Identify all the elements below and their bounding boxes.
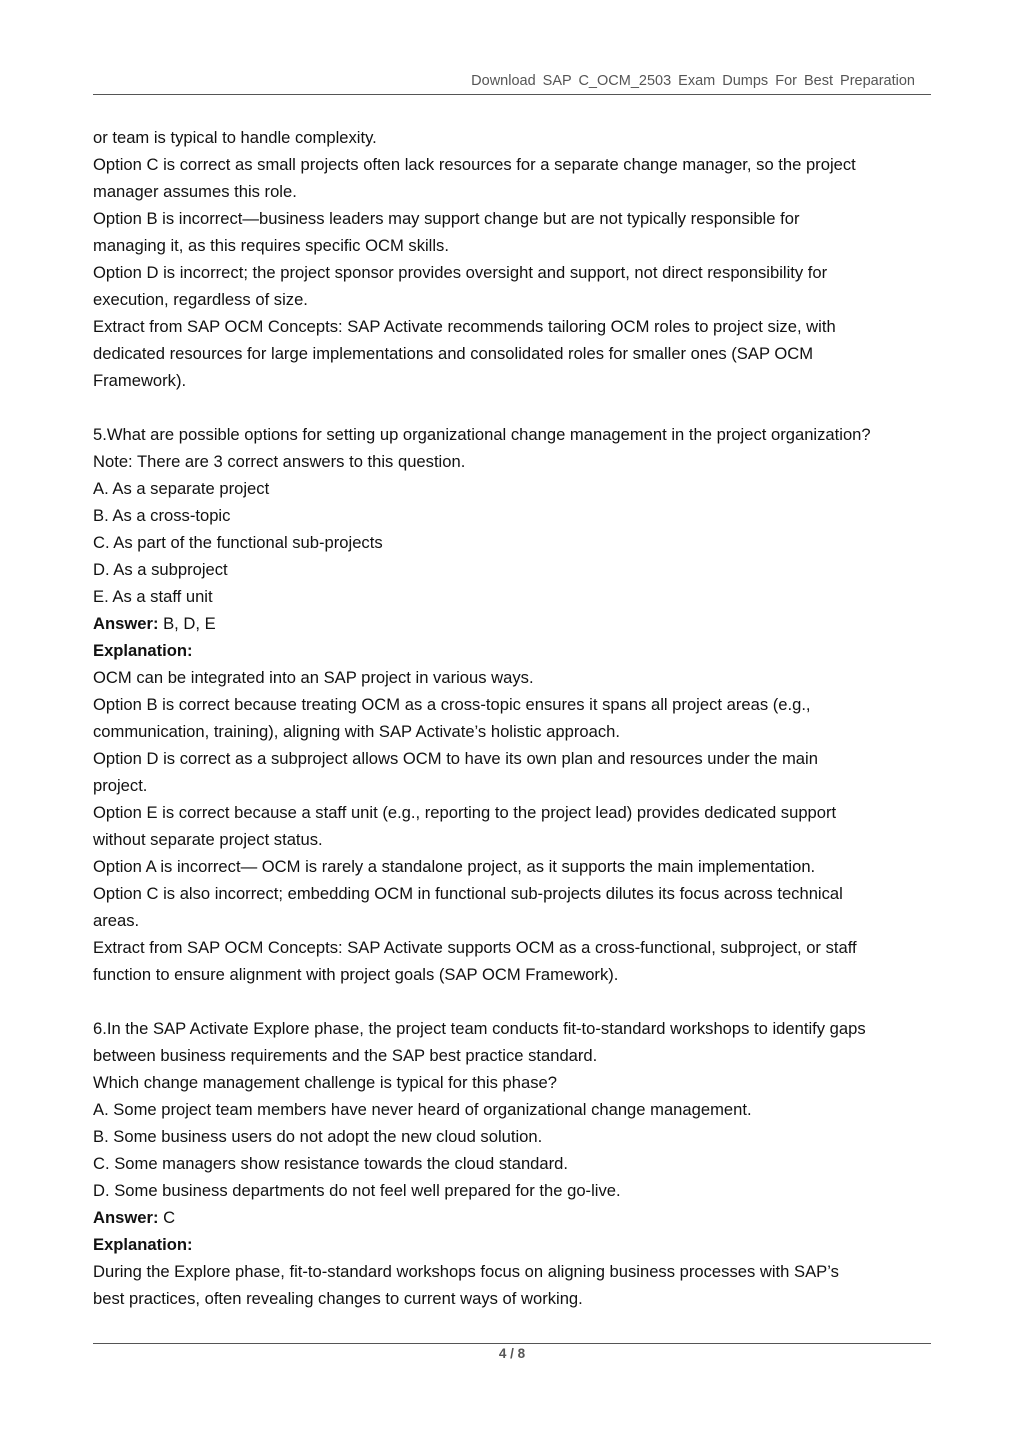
answer-label: Answer: <box>93 1208 159 1227</box>
explanation-line: Option A is incorrect— OCM is rarely a standalone project, as it supports the main implementation. <box>93 857 816 876</box>
body-line: Option B is incorrect—business leaders may support change but are not typically responsible for <box>93 209 800 228</box>
explanation-line: function to ensure alignment with project goals (SAP OCM Framework). <box>93 965 619 984</box>
answer-value: B, D, E <box>158 614 216 633</box>
explanation-line: During the Explore phase, fit-to-standard workshops focus on aligning business processes with SAP’s <box>93 1262 839 1281</box>
answer-label: Answer: <box>93 614 159 633</box>
body-line: execution, regardless of size. <box>93 290 308 309</box>
document-body <box>93 124 953 1312</box>
page-separator: / <box>506 1346 518 1361</box>
explanation-line: communication, training), aligning with SAP Activate’s holistic approach. <box>93 722 620 741</box>
body-line: manager assumes this role. <box>93 182 297 201</box>
explanation-line: Option E is correct because a staff unit (e.g., reporting to the project lead) provides dedicated support <box>93 803 837 822</box>
explanation-line: OCM can be integrated into an SAP project in various ways. <box>93 668 534 687</box>
explanation-line: Extract from SAP OCM Concepts: SAP Activate supports OCM as a cross-functional, subproject, or staff <box>93 938 857 957</box>
body-line: Extract from SAP OCM Concepts: SAP Activate recommends tailoring OCM roles to project size, with <box>93 317 836 336</box>
page-header <box>93 72 931 95</box>
explanation-line: project. <box>93 776 148 795</box>
body-line: or team is typical to handle complexity. <box>93 128 377 147</box>
question-5-explanation-label: Explanation: <box>93 641 193 660</box>
explanation-line: Option B is correct because treating OCM as a cross-topic ensures it spans all project areas (e.g., <box>93 695 811 714</box>
question-6-explanation-label: Explanation: <box>93 1235 193 1254</box>
question-6-answer <box>93 1204 953 1231</box>
page-number <box>0 1346 1024 1361</box>
paragraph-gap <box>93 988 953 1015</box>
page-total: 8 <box>517 1346 526 1361</box>
question-5-option-b: B. As a cross-topic <box>93 506 231 525</box>
question-5-option-e: E. As a staff unit <box>93 587 213 606</box>
header-title: Download SAP C_OCM_2503 Exam Dumps For Best Preparation <box>471 73 915 89</box>
page-current: 4 <box>498 1346 507 1361</box>
question-6-text: between business requirements and the SAP best practice standard. <box>93 1046 598 1065</box>
body-line: Option D is incorrect; the project sponsor provides oversight and support, not direct responsibility for <box>93 263 828 282</box>
question-5-option-c: C. As part of the functional sub-projects <box>93 533 383 552</box>
question-6-text: Which change management challenge is typical for this phase? <box>93 1073 557 1092</box>
question-6-text: 6.In the SAP Activate Explore phase, the project team conducts fit-to-standard workshops to identify gaps <box>93 1019 866 1038</box>
question-6-option-d: D. Some business departments do not feel well prepared for the go-live. <box>93 1181 621 1200</box>
explanation-line: best practices, often revealing changes to current ways of working. <box>93 1289 583 1308</box>
footer-divider <box>93 1343 931 1344</box>
question-6-option-a: A. Some project team members have never heard of organizational change management. <box>93 1100 752 1119</box>
explanation-line: areas. <box>93 911 140 930</box>
body-line: managing it, as this requires specific OCM skills. <box>93 236 449 255</box>
explanation-line: without separate project status. <box>93 830 323 849</box>
answer-value: C <box>158 1208 176 1227</box>
explanation-line: Option D is correct as a subproject allows OCM to have its own plan and resources under the main <box>93 749 818 768</box>
question-6-option-b: B. Some business users do not adopt the new cloud solution. <box>93 1127 543 1146</box>
question-5-option-a: A. As a separate project <box>93 479 270 498</box>
question-5-option-d: D. As a subproject <box>93 560 228 579</box>
body-line: Option C is correct as small projects often lack resources for a separate change manager, so the project <box>93 155 856 174</box>
question-5-answer <box>93 610 953 637</box>
body-line: Framework). <box>93 371 187 390</box>
body-line: dedicated resources for large implementations and consolidated roles for smaller ones (SAP OCM <box>93 344 814 363</box>
question-6-option-c: C. Some managers show resistance towards the cloud standard. <box>93 1154 569 1173</box>
question-5-note: Note: There are 3 correct answers to this question. <box>93 452 466 471</box>
question-5-text: 5.What are possible options for setting up organizational change management in the project organization? <box>93 425 871 444</box>
paragraph-gap <box>93 394 953 421</box>
explanation-line: Option C is also incorrect; embedding OCM in functional sub-projects dilutes its focus across technical <box>93 884 843 903</box>
